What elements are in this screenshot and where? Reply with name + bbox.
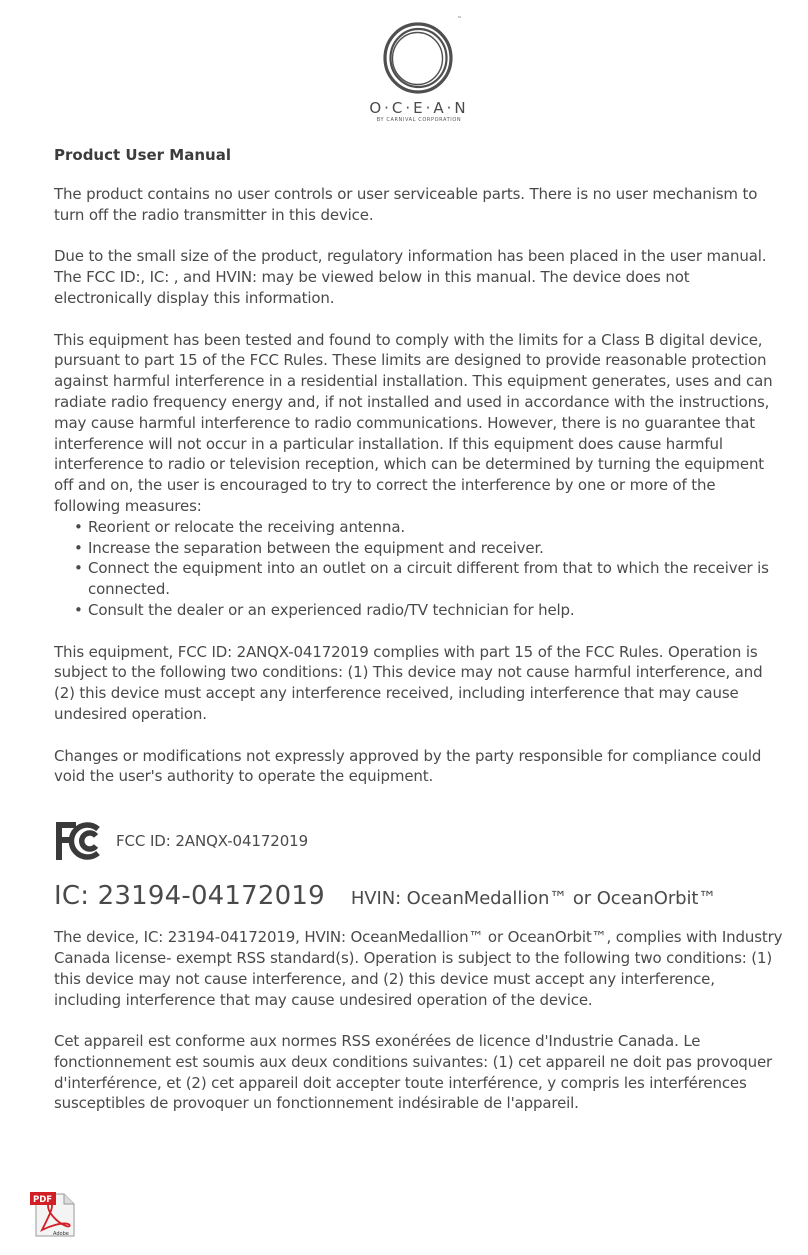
adobe-label: Adobe (53, 1231, 69, 1237)
ocean-wordmark: O·C·E·A·N (369, 99, 469, 117)
fcc-logo-icon (54, 820, 102, 862)
paragraph-small-size: Due to the small size of the product, regulatory information has been placed in the user manual. The FCC ID:, IC: , and HVIN: may be viewed below in this manual. The device does not electronically display this information. (54, 247, 767, 307)
manual-content (54, 145, 784, 1114)
list-item: • Reorient or relocate the receiving antenna. (74, 517, 784, 538)
ocean-ring-icon (371, 14, 467, 96)
ocean-tagline: BY CARNIVAL CORPORATION (376, 117, 462, 123)
paragraph-class-b: This equipment has been tested and found to comply with the limits for a Class B digital device, pursuant to part 15 of the FCC Rules. These limits are designed to provide reasonable protection against harmful interference in a residential installation. This equipment generates, uses and can radiate radio frequency energy and, if not installed and used in accordance with the instructions, may cause harmful interference to radio communications. However, there is no guarantee that interference will not occur in a particular installation. If this equipment does cause harmful interference to radio or television reception, which can be determined by turning the equipment off and on, the user is encouraged to try to correct the interference by one or more of the following measures: (54, 330, 773, 515)
ocean-logo (364, 14, 474, 132)
ic-hvin-row (54, 881, 784, 911)
hvin-text: HVIN: OceanMedallion™ or OceanOrbit™ (350, 888, 717, 910)
paragraph-modifications: Changes or modifications not expressly approved by the party responsible for compliance could void the user's authority to operate the equipment. (54, 746, 762, 786)
list-item: • Increase the separation between the equipment and receiver. (74, 538, 784, 559)
measures-list (54, 517, 784, 621)
paragraph-part15: This equipment, FCC ID: 2ANQX-04172019 complies with part 15 of the FCC Rules. Operation is subject to the following two conditions: (1) This device may not cause harmful interference, and (2) this device must accept any interference received, including interference that may cause undesired operation. (54, 642, 763, 723)
list-item: • Consult the dealer or an experienced radio/TV technician for help. (74, 600, 784, 621)
page-title: Product User Manual (54, 146, 231, 164)
paragraph-no-controls: The product contains no user controls or user serviceable parts. There is no user mechanism to turn off the radio transmitter in this device. (54, 185, 758, 224)
pdf-label: PDF (33, 1195, 53, 1205)
paragraph-french: Cet appareil est conforme aux normes RSS exonérées de licence d'Industrie Canada. Le fonctionnement est soumis aux deux conditions suivantes: (1) cet appareil ne doit pas provoquer d'interférence, et (2) cet appareil doit accepter toute interférence, y compris les interférences susceptibles de provoquer un fonctionnement indésirable de l'appareil. (54, 1032, 773, 1113)
trademark-mark: ™ (457, 16, 462, 22)
paragraph-industry-canada: The device, IC: 23194-04172019, HVIN: OceanMedallion™ or OceanOrbit™, complies with Industry Canada license- exempt RSS standard(s). Operation is subject to the following two conditions: (1) this device may not cause interference, and (2) this device must accept any interference, including interference that may cause undesired operation of the device. (54, 928, 783, 1009)
fcc-id-row (54, 819, 784, 863)
fcc-id-text: FCC ID: 2ANQX-04172019 (116, 832, 309, 851)
list-item: • Connect the equipment into an outlet on a circuit different from that to which the receiver is connected. (74, 558, 784, 600)
pdf-file-icon[interactable] (30, 1190, 80, 1238)
ic-number: IC: 23194-04172019 (54, 881, 325, 912)
